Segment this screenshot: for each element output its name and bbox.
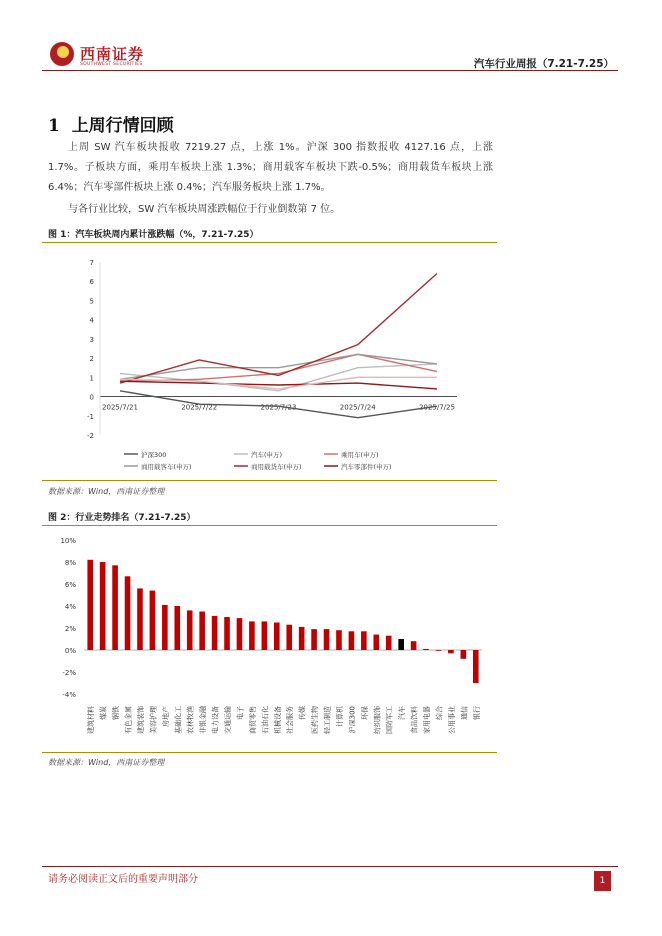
bar-传媒 [299, 627, 305, 650]
section-number: 1 [48, 116, 60, 136]
y-tick-label: -2 [87, 432, 94, 440]
category-label: 石油石化 [261, 706, 270, 734]
category-label: 交通运输 [224, 706, 233, 734]
header-divider [42, 70, 618, 71]
paragraph-summary: 上周 SW 汽车板块报收 7219.27 点，上涨 1%。沪深 300 指数报收 4127.16 点，上涨 1.7%。子板块方面，乘用车板块上涨 1.3%；商用载客车板块下跌-0.5%；商用载货车板块上涨 6.4%；汽车零部件板块上涨 0.4%；汽车服务板块上涨 1.7%。 [48, 142, 493, 193]
bar-沪深300 [349, 631, 355, 650]
bar-综合 [436, 650, 442, 651]
y-tick-label: 5 [89, 297, 94, 306]
category-label: 煤炭 [99, 706, 108, 720]
bar-房地产 [162, 605, 168, 650]
category-label: 计算机 [335, 706, 344, 727]
bar-建筑材料 [87, 560, 93, 650]
bar-电力设备 [212, 616, 218, 650]
legend-label: 汽车零部件(申万) [341, 463, 392, 471]
legend-label: 商用载货车(申万) [251, 463, 302, 471]
figure1-source: 数据来源：Wind，西南证券整理 [48, 487, 165, 496]
y-tick-label: -2% [62, 669, 76, 677]
bar-钢铁 [112, 565, 118, 650]
category-label: 家用电器 [423, 706, 432, 734]
y-tick-label: 2 [89, 355, 94, 364]
bar-chart [42, 528, 497, 750]
figure2-source: 数据来源：Wind，西南证券整理 [48, 758, 165, 767]
category-label: 社会服务 [286, 706, 295, 734]
category-label: 有色金属 [124, 706, 133, 734]
x-tick-label: 2025/7/22 [181, 403, 218, 412]
category-label: 公用事业 [447, 706, 456, 734]
category-label: 国防军工 [385, 706, 394, 734]
legend-label: 汽车(申万) [251, 451, 283, 459]
line-chart [42, 244, 497, 478]
section-title-text: 上周行情回顾 [71, 116, 174, 136]
y-tick-label: 4% [64, 603, 76, 611]
logo-text: 西南证券 [80, 45, 145, 63]
bar-轻工制造 [324, 629, 330, 650]
y-tick-label: 6 [89, 278, 94, 287]
bar-环保 [361, 631, 367, 650]
bar-家用电器 [423, 649, 429, 650]
category-label: 汽车 [398, 706, 407, 720]
bar-非银金融 [199, 612, 205, 651]
bar-电子 [237, 618, 243, 650]
bar-国防军工 [386, 636, 392, 650]
section-title [48, 111, 174, 136]
figure1-top-rule [42, 242, 497, 243]
bar-通信 [461, 650, 467, 659]
bar-农林牧渔 [187, 610, 193, 650]
footer-disclaimer: 请务必阅读正文后的重要声明部分 [48, 874, 198, 885]
page-number: 1 [594, 871, 611, 891]
bar-建筑装饰 [137, 588, 143, 650]
figure2-bottom-rule [42, 752, 497, 753]
bar-计算机 [336, 630, 342, 650]
category-label: 轻工制造 [323, 706, 332, 734]
y-tick-label: -4% [62, 691, 76, 699]
bar-机械设备 [274, 623, 280, 651]
series-line-5 [120, 381, 437, 389]
category-label: 钢铁 [112, 706, 121, 720]
category-label: 农林牧渔 [186, 706, 195, 734]
category-label: 电子 [236, 706, 245, 720]
category-label: 电力设备 [211, 706, 220, 734]
logo-subtext: SOUTHWEST SECURITIES [80, 62, 143, 67]
bar-医药生物 [311, 629, 317, 650]
bar-交通运输 [224, 617, 230, 650]
y-tick-label: 10% [60, 537, 76, 545]
bar-社会服务 [286, 625, 292, 650]
legend-label: 商用载客车(申万) [141, 463, 192, 471]
bar-公用事业 [448, 650, 454, 653]
x-tick-label: 2025/7/24 [339, 403, 376, 412]
category-label: 建筑装饰 [136, 706, 145, 734]
y-tick-label: 4 [89, 316, 94, 325]
category-label: 房地产 [161, 706, 170, 727]
category-label: 沪深300 [348, 706, 357, 734]
category-label: 纺织服饰 [373, 706, 382, 734]
y-tick-label: 7 [89, 259, 94, 267]
x-tick-label: 2025/7/23 [260, 403, 297, 412]
category-label: 环保 [360, 706, 369, 720]
figure1-bottom-rule [42, 480, 497, 481]
category-label: 食品饮料 [410, 706, 419, 734]
y-tick-label: 3 [89, 335, 94, 344]
x-tick-label: 2025/7/25 [419, 403, 455, 412]
y-tick-label: 6% [64, 581, 76, 589]
bar-商贸零售 [249, 621, 255, 650]
category-label: 传媒 [298, 706, 307, 720]
y-tick-label: -1 [87, 412, 94, 421]
category-label: 基础化工 [174, 706, 183, 734]
x-tick-label: 2025/7/21 [102, 403, 138, 412]
category-label: 非银金融 [199, 706, 208, 734]
bar-有色金属 [125, 576, 131, 650]
category-label: 通信 [460, 706, 469, 720]
bar-银行 [473, 650, 479, 683]
category-label: 美容护理 [149, 706, 158, 734]
category-label: 医药生物 [311, 706, 320, 734]
figure2-title: 图 2：行业走势排名（7.21-7.25） [48, 513, 196, 523]
y-tick-label: 8% [64, 559, 76, 567]
paragraph-ranking: 与各行业比较，SW 汽车板块周涨跌幅位于行业倒数第 7 位。 [68, 204, 341, 215]
bar-美容护理 [150, 591, 156, 650]
series-line-6 [120, 377, 437, 389]
category-label: 银行 [472, 706, 481, 720]
figure2-top-rule [42, 525, 497, 526]
figure1-title: 图 1：汽车板块周内累计涨跌幅（%，7.21-7.25） [48, 230, 259, 240]
y-tick-label: 0% [64, 647, 76, 655]
bar-基础化工 [174, 606, 180, 650]
footer-divider [42, 866, 618, 867]
legend-label: 乘用车(申万) [341, 451, 379, 459]
y-tick-label: 2% [64, 625, 76, 633]
bar-石油石化 [262, 621, 268, 650]
category-label: 商贸零售 [248, 706, 257, 734]
category-label: 综合 [435, 706, 444, 720]
bar-煤炭 [100, 562, 106, 650]
report-title: 汽车行业周报（7.21-7.25） [473, 58, 614, 70]
category-label: 机械设备 [273, 706, 282, 734]
category-label: 建筑材料 [87, 706, 96, 734]
bar-纺织服饰 [373, 635, 379, 650]
bar-食品饮料 [411, 641, 417, 650]
y-tick-label: 0 [89, 393, 94, 402]
logo-inner-icon [57, 46, 69, 58]
legend-label: 沪深300 [141, 451, 167, 459]
bar-汽车 [398, 639, 404, 650]
y-tick-label: 1 [89, 374, 94, 383]
